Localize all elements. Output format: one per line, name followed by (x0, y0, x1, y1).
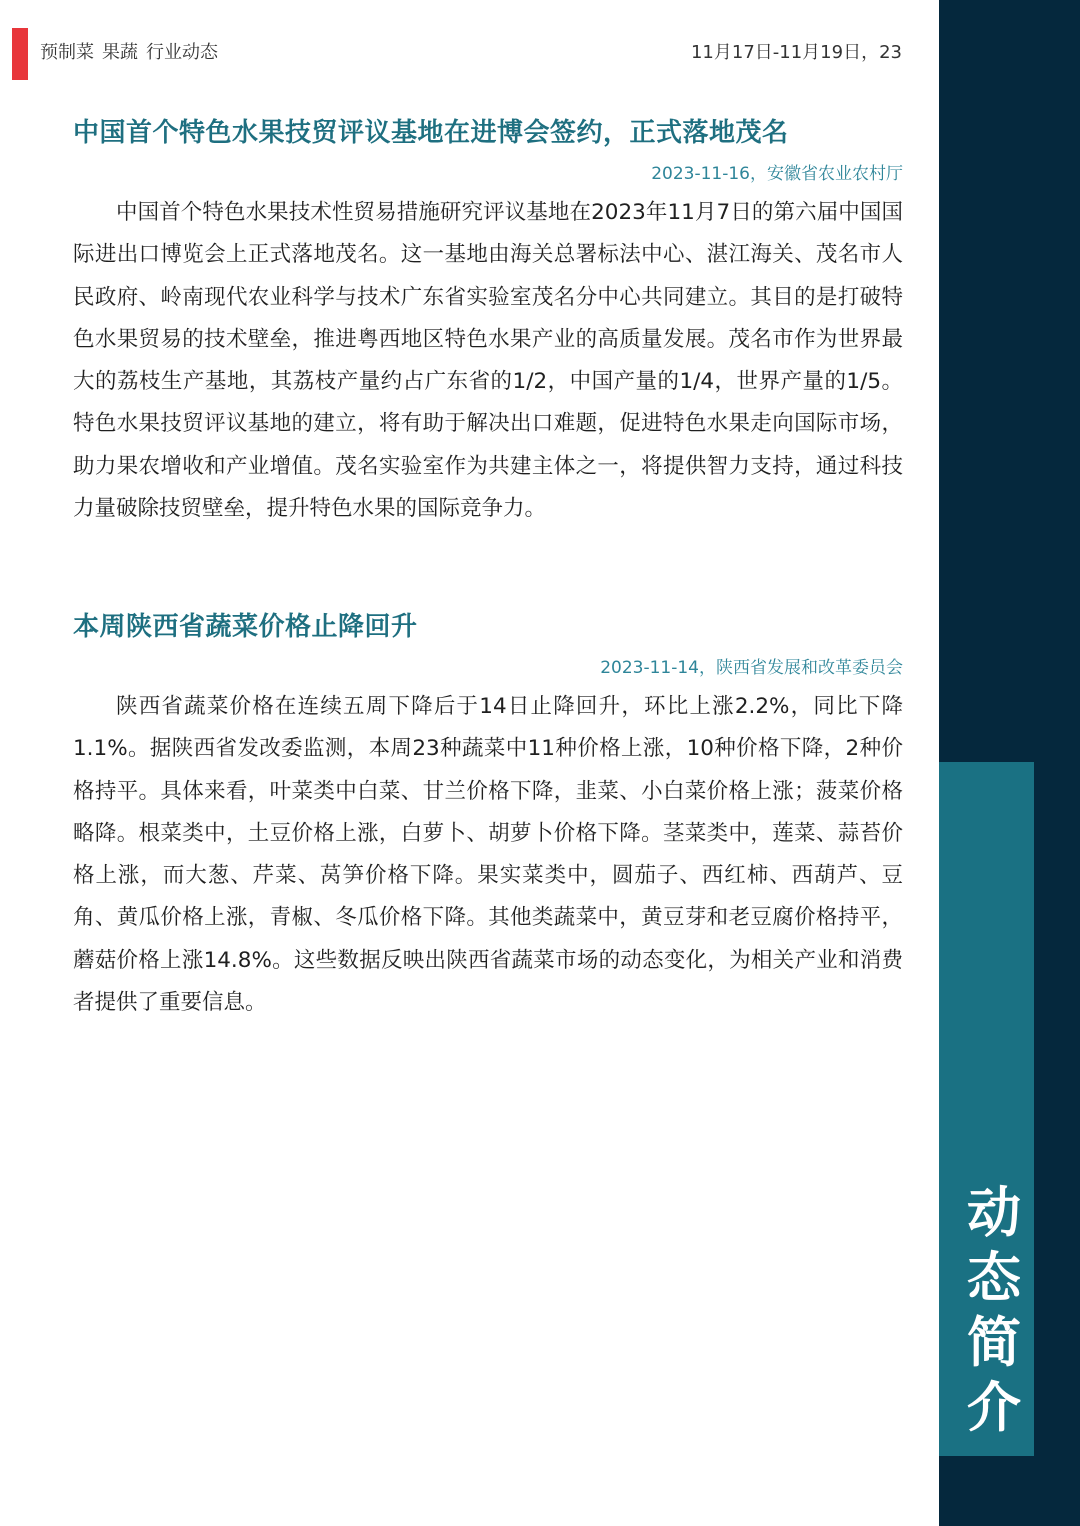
sidebar-title-char: 介 (967, 1376, 1021, 1439)
header-tags (40, 38, 218, 64)
header-tag: 果蔬 (102, 42, 138, 63)
header-date-page: 11月17日-11月19日，23 (690, 42, 902, 63)
article-body: 中国首个特色水果技术性贸易措施研究评议基地在2023年11月7日的第六届中国国际进出口博览会上正式落地茂名。这一基地由海关总署标法中心、湛江海关、茂名市人民政府、岭南现代农业科学与技术广东省实验室茂名分中心共同建立。其目的是打破特色水果贸易的技术壁垒，推进粤西地区特色水果产业的高质量发展。茂名市作为世界最大的荔枝生产基地，其荔枝产量约占广东省的1/2，中国产量的1/4，世界产量的1/5。特色水果技贸评议基地的建立，将有助于解决出口难题，促进特色水果走向国际市场，助力果农增收和产业增值。茂名实验室作为共建主体之一，将提供智力支持，通过科技力量破除技贸壁垒，提升特色水果的国际竞争力。 (73, 200, 903, 522)
article-meta: 2023-11-16，安徽省农业农村厅 (651, 164, 903, 184)
sidebar-section-title (939, 1180, 1049, 1440)
article-2 (73, 606, 903, 1024)
header-tag: 预制菜 (40, 42, 94, 63)
article-1 (73, 112, 903, 530)
article-title: 中国首个特色水果技贸评议基地在进博会签约，正式落地茂名 (73, 118, 789, 148)
sidebar-title-char: 态 (967, 1246, 1021, 1309)
sidebar-title-char: 简 (967, 1311, 1021, 1374)
sidebar-title-char: 动 (967, 1181, 1021, 1244)
article-body: 陕西省蔬菜价格在连续五周下降后于14日止降回升，环比上涨2.2%，同比下降1.1%。据陕西省发改委监测，本周23种蔬菜中11种价格上涨，10种价格下降，2种价格持平。具体来看，叶菜类中白菜、甘兰价格下降，韭菜、小白菜价格上涨；菠菜价格略降。根菜类中，土豆价格上涨，白萝卜、胡萝卜价格下降。茎菜类中，莲菜、蒜苔价格上涨，而大葱、芹菜、莴笋价格下降。果实菜类中，圆茄子、西红柿、西葫芦、豆角、黄瓜价格上涨，青椒、冬瓜价格下降。其他类蔬菜中，黄豆芽和老豆腐价格持平，蘑菇价格上涨14.8%。这些数据反映出陕西省蔬菜市场的动态变化，为相关产业和消费者提供了重要信息。 (73, 694, 903, 1016)
header-accent-bar (12, 28, 28, 80)
header-tag: 行业动态 (146, 42, 218, 63)
article-title: 本周陕西省蔬菜价格止降回升 (73, 612, 418, 642)
article-meta: 2023-11-14，陕西省发展和改革委员会 (600, 658, 903, 678)
